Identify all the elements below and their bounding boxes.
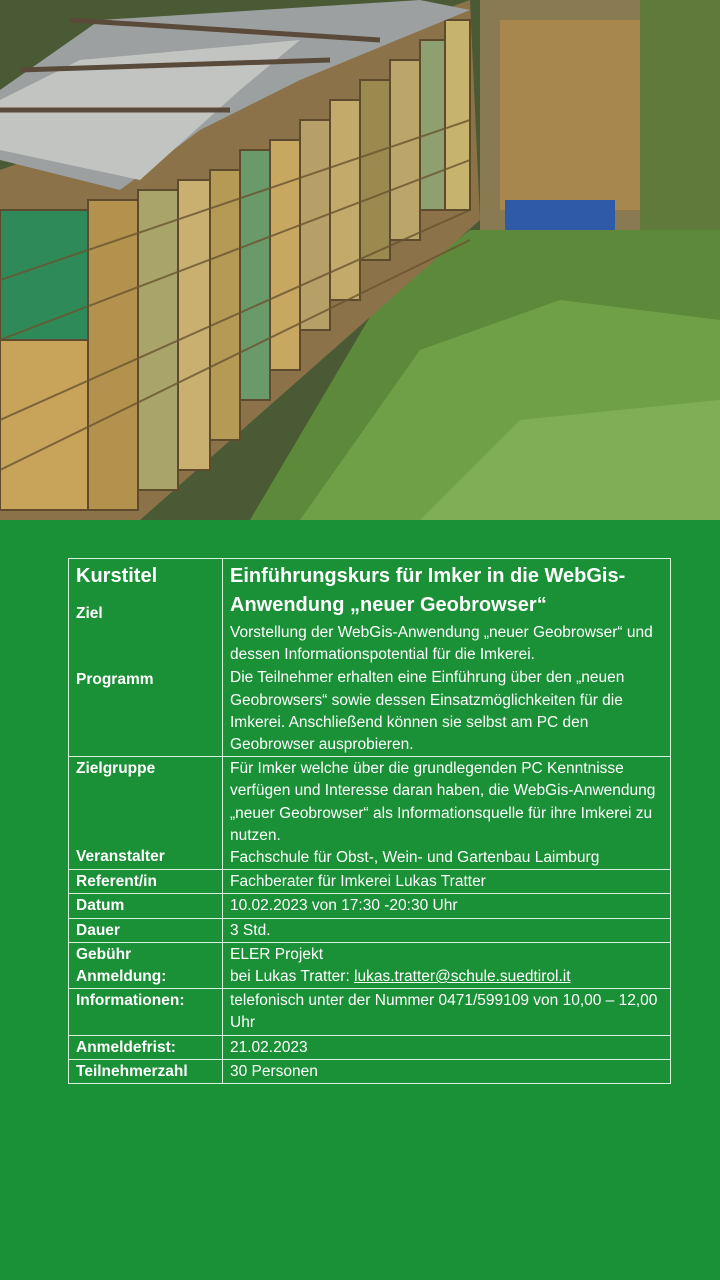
beehive-photo-icon — [0, 0, 720, 520]
ziel-value: Vorstellung der WebGis-Anwendung „neuer Geobrowser“ und dessen Informationspotential für die Imkerei. — [230, 624, 653, 664]
anmeldefrist-value: 21.02.2023 — [223, 1035, 671, 1059]
veranstalter-label: Veranstalter — [76, 848, 165, 866]
row-referent — [69, 870, 671, 894]
row-datum — [69, 894, 671, 918]
row-gebuehr — [69, 942, 671, 988]
teilnehmerzahl-value: 30 Personen — [223, 1059, 671, 1083]
anmeldung-prefix: bei Lukas Tratter: — [230, 968, 355, 986]
row-anmeldefrist — [69, 1035, 671, 1059]
row-dauer — [69, 918, 671, 942]
programm-label: Programm — [76, 671, 154, 689]
kurstitel-label: Kurstitel — [76, 565, 158, 587]
dauer-value: 3 Std. — [223, 918, 671, 942]
anmeldung-value — [230, 966, 663, 988]
spacer — [76, 625, 215, 669]
datum-value: 10.02.2023 von 17:30 -20:30 Uhr — [223, 894, 671, 918]
informationen-label: Informationen: — [69, 989, 223, 1035]
datum-label: Datum — [69, 894, 223, 918]
veranstalter-value: Fachschule für Obst-, Wein- und Gartenbau Laimburg — [230, 849, 600, 867]
row-zielgruppe — [69, 757, 671, 870]
zielgruppe-value: Für Imker welche über die grundlegenden PC Kenntnisse verfügen und Interesse daran haben, die WebGis-Anwendung „neuer Geobrowser“ als Informationsquelle für ihre Imkerei zu nutzen. — [230, 760, 656, 844]
beehive-photo — [0, 0, 720, 520]
spacer — [76, 780, 215, 846]
row-informationen — [69, 989, 671, 1035]
spacer — [76, 591, 215, 603]
programm-value: Die Teilnehmer erhalten eine Einführung über den „neuen Geobrowsers“ sowie dessen Einsatzmöglichkeiten für die Imkerei. Anschließend können sie selbst am PC den Geobrowser ausprobieren. — [230, 669, 625, 754]
referent-value: Fachberater für Imkerei Lukas Tratter — [223, 870, 671, 894]
anmeldefrist-label: Anmeldefrist: — [69, 1035, 223, 1059]
zielgruppe-label: Zielgruppe — [76, 760, 156, 778]
teilnehmerzahl-label: Teilnehmerzahl — [69, 1059, 223, 1083]
informationen-value: telefonisch unter der Nummer 0471/599109 von 10,00 – 12,00 Uhr — [223, 989, 671, 1035]
email-link[interactable]: lukas.tratter@schule.suedtirol.it — [354, 968, 571, 986]
row-kurstitel — [69, 559, 671, 757]
anmeldung-label: Anmeldung: — [76, 968, 167, 986]
referent-label: Referent/in — [69, 870, 223, 894]
dauer-label: Dauer — [69, 918, 223, 942]
ziel-label: Ziel — [76, 605, 103, 622]
course-info — [68, 558, 671, 1084]
course-info-table — [68, 558, 671, 1084]
row-teilnehmerzahl — [69, 1059, 671, 1083]
gebuehr-value: ELER Projekt — [230, 945, 324, 963]
gebuehr-label: Gebühr — [76, 945, 132, 963]
kurstitel-value: Einführungskurs für Imker in die WebGis-Anwendung „neuer Geobrowser“ — [230, 565, 626, 616]
